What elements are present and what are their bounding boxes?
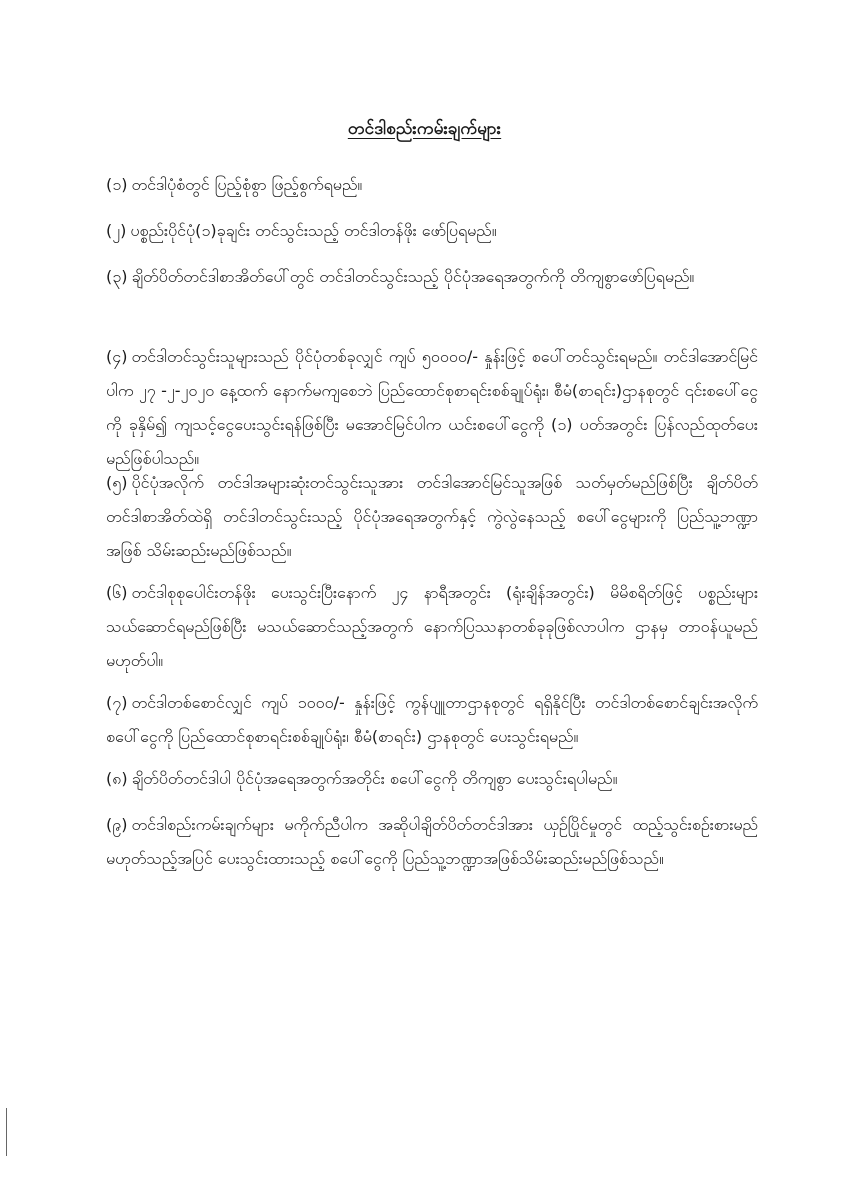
- item-text: တင်ဒါပုံစံတွင် ပြည့်စုံစွာ ဖြည့်စွက်ရမည်။: [131, 175, 363, 194]
- item-text: တင်ဒါစုစုပေါင်းတန်ဖိုး ပေးသွင်းပြီးနောက် ၂၄ နာရီအတွင်း (ရုံးချိန်အတွင်း) မိမိစရိတ်ဖြင့် ပစ္စည်းများ သယ်ဆောင်ရမည်ဖြစ်ပြီး မသယ်ဆောင်သည့်အတွက် နောက်ပြဿနာတစ်ခုခုဖြစ်လာပါက ဌာနမှ တာဝန်ယူမည်မဟုတ်ပါ။: [106, 583, 758, 670]
- scan-margin-line: [6, 1108, 7, 1156]
- list-item-7: [106, 686, 758, 754]
- list-item-2: [106, 214, 758, 248]
- item-text: တင်ဒါတစ်စောင်လျှင် ကျပ် ၁၀၀၀/- နှုန်းဖြင့် ကွန်ပျူတာဌာနစုတွင် ရရှိနိုင်ပြီး တင်ဒါတစ်စောင်ချင်းအလိုက်စပေါ်ငွေကို ပြည်ထောင်စုစာရင်းစစ်ချုပ်ရုံး၊ စီမံ(စာရင်း) ဌာနစုတွင် ပေးသွင်းရမည်။: [106, 693, 758, 746]
- list-item-1: [106, 168, 758, 202]
- item-number: (၁): [106, 175, 128, 194]
- item-text: ပစ္စည်းပိုင်ပုံ(၁)ခုချင်း တင်သွင်းသည့် တင်ဒါတန်ဖိုး ဖော်ပြရမည်။: [130, 221, 497, 240]
- item-number: (၆): [106, 583, 128, 602]
- item-text: ချိတ်ပိတ်တင်ဒါပါ ပိုင်ပုံအရေအတွက်အတိုင်း စပေါ်ငွေကို တိကျစွာ ပေးသွင်းရပါမည်။: [131, 769, 618, 788]
- item-number: (၅): [106, 473, 128, 492]
- list-item-8: [106, 762, 758, 796]
- item-number: (၉): [106, 815, 128, 834]
- list-item-4: [106, 340, 758, 476]
- list-item-9: [106, 808, 758, 876]
- item-number: (၈): [106, 769, 128, 788]
- item-number: (၂): [106, 221, 127, 240]
- item-number: (၃): [106, 267, 128, 286]
- item-text: တင်ဒါတင်သွင်းသူများသည် ပိုင်ပုံတစ်ခုလျှင် ကျပ် ၅၀၀၀၀/- နှုန်းဖြင့် စပေါ်တင်သွင်းရမည်။ တင်ဒါအောင်မြင်ပါက ၂၇ -၂-၂၀၂၀ နေ့ထက် နောက်မကျစေဘဲ ပြည်ထောင်စုစာရင်းစစ်ချုပ်ရုံး၊ စီမံ(စာရင်း)ဌာနစုတွင် ၎င်းစပေါ်ငွေကို ခုနှိမ်၍ ကျသင့်ငွေပေးသွင်းရန်ဖြစ်ပြီး မအောင်မြင်ပါက ယင်းစပေါ်ငွေကို (၁) ပတ်အတွင်း ပြန်လည်ထုတ်ပေးမည်ဖြစ်ပါသည်။: [106, 347, 758, 468]
- item-text: တင်ဒါစည်းကမ်းချက်များ မကိုက်ညီပါက အဆိုပါချိတ်ပိတ်တင်ဒါအား ယှဉ်ပြိုင်မှုတွင် ထည့်သွင်းစဉ်းစားမည်မဟုတ်သည့်အပြင် ပေးသွင်းထားသည့် စပေါ်ငွေကို ပြည်သူ့ဘဏ္ဍာအဖြစ်သိမ်းဆည်းမည်ဖြစ်သည်။: [106, 815, 758, 868]
- item-text: ချိတ်ပိတ်တင်ဒါစာအိတ်ပေါ်တွင် တင်ဒါတင်သွင်းသည့် ပိုင်ပုံအရေအတွက်ကို တိကျစွာဖော်ပြရမည်။: [131, 267, 695, 286]
- list-item-5: [106, 466, 758, 568]
- list-item-6: [106, 576, 758, 678]
- document-title: တင်ဒါစည်းကမ်းချက်များ: [347, 119, 502, 139]
- item-number: (၇): [106, 693, 128, 712]
- item-number: (၄): [106, 347, 128, 366]
- item-text: ပိုင်ပုံအလိုက် တင်ဒါအများဆုံးတင်သွင်းသူအား တင်ဒါအောင်မြင်သူအဖြစ် သတ်မှတ်မည်ဖြစ်ပြီး ချိတ်ပိတ်တင်ဒါစာအိတ်ထဲရှိ တင်ဒါတင်သွင်းသည့် ပိုင်ပုံအရေအတွက်နှင့် ကွဲလွဲနေသည့် စပေါ်ငွေများကို ပြည်သူ့ဘဏ္ဍာအဖြစ် သိမ်းဆည်းမည်ဖြစ်သည်။: [106, 473, 758, 560]
- list-item-3: [106, 260, 758, 294]
